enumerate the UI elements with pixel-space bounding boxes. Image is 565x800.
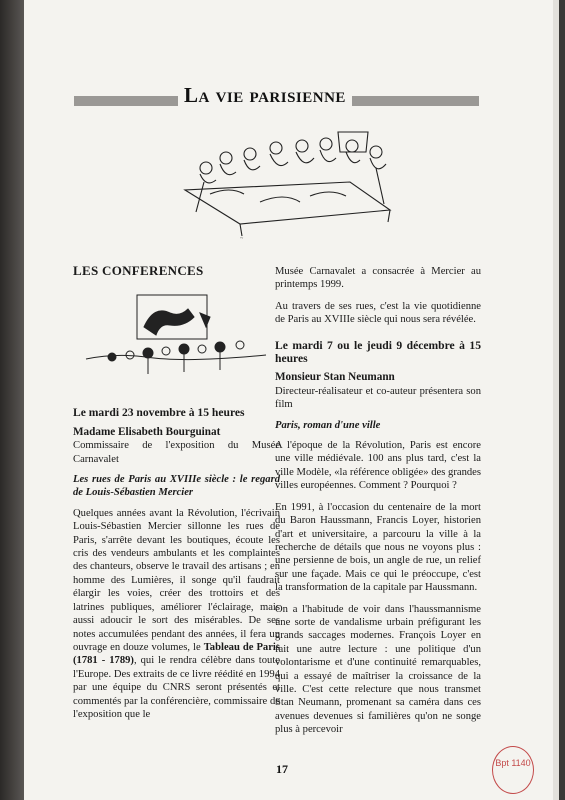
conference-1-date: Le mardi 23 novembre à 15 heures: [73, 406, 245, 420]
section-title: LES CONFERENCES: [73, 263, 204, 278]
continuation-2: Au travers de ses rues, c'est la vie quotidienne de Paris au XVIIIe siècle qui nous sera révélée.: [275, 300, 481, 326]
conference-2-speaker: Monsieur Stan Neumann: [275, 371, 395, 384]
left-column: [73, 264, 280, 729]
conference-2-paragraph-1: A l'époque de la Révolution, Paris est encore une ville médiévale. 100 ans plus tard, c'est la ville Modèle, «la référence obligée» des grandes villes européennes. Comment ? Pourquoi ?: [275, 440, 481, 492]
conference-2-paragraph-3: On a l'habitude de voir dans l'haussmannisme une sorte de vandalisme urbain préfigurant les grands saccages modernes. François Loyer en fait une autre lecture : une politique d'un volontarisme et d'une continuité remarquables, qui a essayé de maîtriser la croissance de la ville. C'est cette relecture que nous transmet Stan Neumann, promenant sa caméra dans ces avenues devenues si familières qu'on ne songe plus à percevoir: [275, 603, 481, 736]
conference-1-speaker: Madame Elisabeth Bourguinat: [73, 425, 221, 438]
page-title: La vie parisienne: [178, 83, 352, 108]
library-stamp: [492, 746, 534, 794]
conference-1-subtitle: Les rues de Paris au XVIIIe siècle : le regard de Louis-Sébastien Mercier: [73, 474, 280, 499]
conference-2-paragraph-2: En 1991, à l'occasion du centenaire de la mort du Baron Haussmann, Francis Loyer, historien d'art et universitaire, a parcouru la ville à la recherche de détails que nous ne voyons plus : une persienne de bois, un angle de rue, un relief sur une façade. Mais ce qui le préoccupe, c'est la transformation de la capitale par Haussmann.: [275, 501, 481, 594]
page-edge: [553, 0, 559, 800]
right-column: [275, 265, 481, 745]
binding-edge: [0, 0, 24, 800]
conference-1-body: [73, 507, 280, 722]
conference-2-date: Le mardi 7 ou le jeudi 9 décembre à 15 heures: [275, 338, 481, 366]
conference-1-body-text: Quelques années avant la Révolution, l'écrivain Louis-Sébastien Mercier sillonne les rues de Paris, s'arrête devant les boutiques, écoute les cris des vendeurs ambulants et les complaintes des chanteurs, observe le travail des artisans ; en homme des Lumières, il songe qu'il faudrait élargir les voies, créer des trottoirs et des latrines publiques, améliorer l'éclairage, mais aussi adoucir le sort des misérables. De ses notes accumulées pendant des années, il fera un ouvrage en douze volumes, le: [73, 507, 280, 653]
conference-1-body-end: , qui le rendra célèbre dans toute l'Europe. Des extraits de ce livre réédité en 1994 par une équipe du CNRS seront présentés et commentés par la conférencière, commissaire de l'exposition que le: [73, 655, 280, 720]
stamp-text: Bpt 1140: [495, 758, 531, 768]
conference-2-role: Directeur-réalisateur et co-auteur présentera son film: [275, 385, 481, 411]
book-title: Tableau de Paris (1781 - 1789): [73, 641, 281, 667]
page-number: 17: [276, 762, 288, 776]
conference-1-role: Commissaire de l'exposition du Musée Carnavalet: [73, 440, 280, 465]
theatre-illustration: [82, 291, 272, 386]
continuation-1: Musée Carnavalet a consacrée à Mercier au printemps 1999.: [275, 266, 481, 291]
illustration-signature: ~: [240, 236, 244, 242]
cafe-crowd-illustration: [180, 124, 400, 244]
document-page: [24, 0, 559, 800]
conference-2-subtitle: Paris, roman d'une ville: [275, 419, 381, 431]
